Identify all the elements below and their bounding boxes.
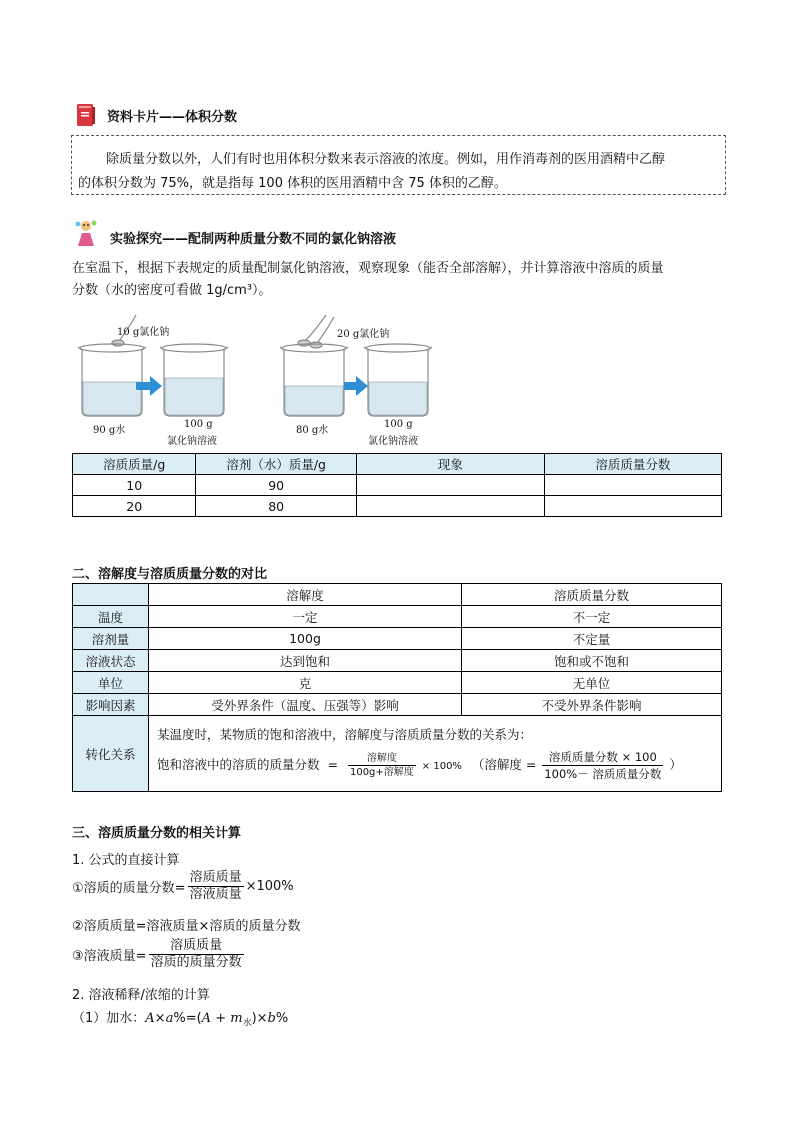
fig-left-result-1: 100 g <box>184 419 213 430</box>
formula-4-pct: %=( <box>173 1011 202 1026</box>
card-title: 资料卡片——体积分数 <box>107 110 238 125</box>
table-cell: 达到饱和 <box>149 650 462 672</box>
fig-left-salt: 10 g氯化钠 <box>117 327 170 338</box>
formula-1-tail: ×100% <box>245 879 294 894</box>
convert-num-2: 溶质质量分数 × 100 <box>542 749 663 766</box>
table-header: 溶解度 <box>149 584 462 606</box>
table-header: 溶质质量/g <box>73 454 196 475</box>
convert-formula <box>157 749 713 782</box>
formula-4-a: A <box>145 1011 155 1026</box>
formula-4-end: % <box>275 1011 289 1026</box>
formula-3-den: 溶质的质量分数 <box>150 955 242 970</box>
fig-right-salt: 20 g氯化钠 <box>337 329 390 340</box>
table-cell: 克 <box>149 672 462 694</box>
card-line-2: 的体积分数为 75%，就是指每 100 体积的医用酒精中含 75 体积的乙醇。 <box>78 176 507 191</box>
table-cell: 90 <box>196 475 356 496</box>
experiment-line-1: 在室温下，根据下表规定的质量配制氯化钠溶液，观察现象（能否全部溶解），并计算溶液中溶质的质量 <box>72 261 664 276</box>
formula-4-close: )× <box>251 1011 268 1026</box>
table-cell: 不一定 <box>462 606 722 628</box>
convert-den: 100g+溶解度 <box>349 767 414 778</box>
convert-fraction <box>348 752 416 779</box>
formula-3 <box>72 938 246 971</box>
formula-4-b: b <box>267 1011 276 1026</box>
card-line-1: 除质量分数以外，人们有时也用体积分数来表示溶液的浓度。例如，用作消毒剂的医用酒精中乙醇 <box>106 152 666 167</box>
convert-num: 溶解度 <box>348 752 416 766</box>
convert-eq: = <box>327 757 338 772</box>
table-cell <box>356 496 544 517</box>
formula-1-fraction <box>188 870 244 903</box>
table-header: 溶剂（水）质量/g <box>196 454 356 475</box>
table-cell: 不定量 <box>462 628 722 650</box>
comparison-table <box>72 583 722 792</box>
formula-4-plus: + <box>211 1011 231 1026</box>
table-row <box>73 694 722 716</box>
table-cell: 20 <box>73 496 196 517</box>
table-header-row <box>73 584 722 606</box>
experiment-table <box>72 453 722 517</box>
table-cell <box>356 475 544 496</box>
experiment-title: 实验探究——配制两种质量分数不同的氯化钠溶液 <box>110 232 397 247</box>
row-label: 溶剂量 <box>73 628 149 650</box>
convert-line-1: 某温度时，某物质的饱和溶液中，溶解度与溶质质量分数的关系为： <box>157 727 533 742</box>
section3-sub2: 2. 溶液稀释/浓缩的计算 <box>72 988 210 1003</box>
table-row <box>73 628 722 650</box>
table-row <box>73 672 722 694</box>
row-label: 温度 <box>73 606 149 628</box>
row-label: 转化关系 <box>73 716 149 792</box>
formula-1-num: 溶质质量 <box>189 870 242 885</box>
table-row <box>73 716 722 792</box>
table-cell: 一定 <box>149 606 462 628</box>
table-row <box>73 606 722 628</box>
formula-4-x1: × <box>154 1011 166 1026</box>
table-header <box>73 584 149 606</box>
section3-title: 三、溶质质量分数的相关计算 <box>72 826 242 841</box>
convert-paren-open: （溶解度 = <box>471 757 537 772</box>
row-label: 单位 <box>73 672 149 694</box>
table-cell: 受外界条件（温度、压强等）影响 <box>149 694 462 716</box>
convert-paren-close: ） <box>669 757 682 772</box>
convert-cell <box>149 716 722 792</box>
convert-den-2: 100%－ 溶质质量分数 <box>544 767 662 781</box>
table-cell: 饱和或不饱和 <box>462 650 722 672</box>
formula-1 <box>72 870 294 903</box>
table-cell: 10 <box>73 475 196 496</box>
table-header-row <box>73 454 722 475</box>
formula-4-m: m <box>230 1011 243 1026</box>
table-header: 溶质质量分数 <box>462 584 722 606</box>
formula-4-pre: （1）加水： <box>72 1011 146 1026</box>
convert-times: × 100% <box>421 761 462 772</box>
table-cell: 80 <box>196 496 356 517</box>
formula-3-num: 溶质质量 <box>149 938 244 955</box>
formula-2: ②溶质质量=溶液质量×溶质的质量分数 <box>72 919 301 934</box>
table-cell <box>544 475 721 496</box>
formula-4 <box>72 1007 288 1029</box>
section2-title: 二、溶解度与溶质质量分数的对比 <box>72 567 268 582</box>
fig-left-water: 90 g水 <box>93 425 126 436</box>
table-header: 溶质质量分数 <box>544 454 721 475</box>
convert-lhs: 饱和溶液中的溶质的质量分数 <box>157 757 320 772</box>
row-label: 影响因素 <box>73 694 149 716</box>
table-header: 现象 <box>356 454 544 475</box>
table-cell: 100g <box>149 628 462 650</box>
formula-4-A: A <box>201 1011 212 1026</box>
experiment-line-2: 分数（水的密度可看做 1g/cm³）。 <box>72 283 272 298</box>
fig-right-result-1: 100 g <box>384 419 413 430</box>
fig-right-result-2: 氯化钠溶液 <box>368 436 418 447</box>
book-icon <box>76 103 96 127</box>
row-label: 溶液状态 <box>73 650 149 672</box>
convert-fraction-2 <box>542 749 663 782</box>
formula-4-apct: a <box>165 1011 174 1026</box>
section3-sub1: 1. 公式的直接计算 <box>72 853 180 868</box>
formula-4-sub: 水 <box>242 1018 252 1029</box>
table-cell <box>544 496 721 517</box>
table-row <box>73 475 722 496</box>
table-cell: 不受外界条件影响 <box>462 694 722 716</box>
table-row <box>73 496 722 517</box>
formula-1-den: 溶液质量 <box>189 887 242 902</box>
fig-left-result-2: 氯化钠溶液 <box>167 436 217 447</box>
fig-right-water: 80 g水 <box>296 425 329 436</box>
table-cell: 无单位 <box>462 672 722 694</box>
table-row <box>73 650 722 672</box>
formula-3-fraction <box>149 938 244 971</box>
formula-1-lhs: ①溶质的质量分数= <box>72 881 186 896</box>
flask-icon <box>74 219 98 247</box>
formula-3-lhs: ③溶液质量= <box>72 949 147 964</box>
